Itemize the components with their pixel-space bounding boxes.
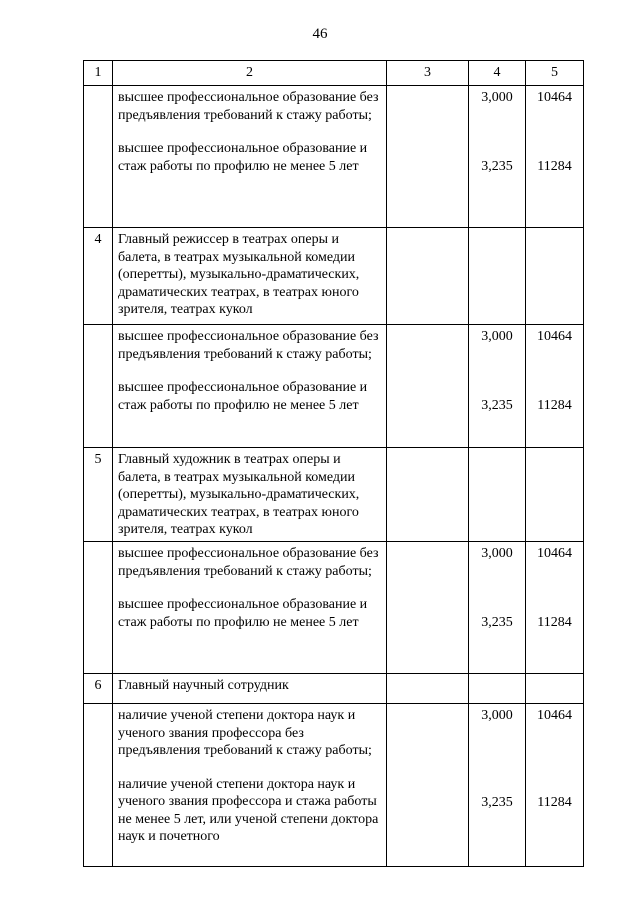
coefficient-value: 3,235 bbox=[481, 794, 513, 810]
empty-cell bbox=[387, 86, 469, 228]
empty-cell bbox=[526, 674, 584, 704]
qualification-text: высшее профессиональное образование и стаж работы по профилю не менее 5 лет bbox=[118, 380, 368, 413]
table-row bbox=[84, 325, 584, 448]
table-row bbox=[84, 228, 584, 325]
empty-cell bbox=[526, 228, 584, 325]
qualification-cell bbox=[113, 704, 387, 867]
salary-cell bbox=[526, 325, 584, 448]
qualification-text: наличие ученой степени доктора наук и ученого звания профессора без предъявления требований к стажу работы; bbox=[118, 708, 372, 758]
salary-cell bbox=[526, 704, 584, 867]
salary-value: 11284 bbox=[537, 158, 572, 174]
header-col-5: 5 bbox=[526, 61, 584, 86]
empty-cell bbox=[387, 448, 469, 542]
position-title-cell bbox=[113, 228, 387, 325]
qualification-text: высшее профессиональное образование без предъявления требований к стажу работы; bbox=[118, 546, 379, 579]
coefficient-cell bbox=[469, 704, 526, 867]
table-row bbox=[84, 448, 584, 542]
salary-value: 11284 bbox=[537, 794, 572, 810]
position-title: Главный художник в театрах оперы и балета, в театрах музыкальной комедии (оперетты), музыкально-драматических, драматических театрах, в театрах юного зрителя, театрах кукол bbox=[118, 452, 360, 537]
qualification-text: высшее профессиональное образование без предъявления требований к стажу работы; bbox=[118, 90, 379, 123]
coefficient-value: 3,235 bbox=[481, 158, 513, 174]
empty-cell bbox=[469, 674, 526, 704]
qualification-text: высшее профессиональное образование и стаж работы по профилю не менее 5 лет bbox=[118, 141, 368, 174]
coefficient-value: 3,235 bbox=[481, 614, 513, 630]
qualification-cell bbox=[113, 325, 387, 448]
empty-cell bbox=[387, 704, 469, 867]
coefficient-value: 3,000 bbox=[481, 546, 513, 561]
coefficient-cell bbox=[469, 86, 526, 228]
position-title-cell bbox=[113, 674, 387, 704]
salary-table bbox=[83, 60, 583, 867]
salary-value: 11284 bbox=[537, 397, 572, 413]
empty-cell bbox=[84, 325, 113, 448]
table-header-row bbox=[84, 61, 584, 86]
salary-value: 10464 bbox=[537, 329, 572, 344]
table-row bbox=[84, 542, 584, 674]
coefficient-value: 3,235 bbox=[481, 397, 513, 413]
header-col-2: 2 bbox=[113, 61, 387, 86]
empty-cell bbox=[387, 542, 469, 674]
empty-cell bbox=[387, 674, 469, 704]
row-number: 4 bbox=[84, 228, 113, 325]
position-title-cell bbox=[113, 448, 387, 542]
position-title: Главный режиссер в театрах оперы и балета, в театрах музыкальной комедии (оперетты), музыкально-драматических, драматических театрах, в театрах юного зрителя, театрах кукол bbox=[118, 232, 360, 317]
empty-cell bbox=[469, 448, 526, 542]
coefficient-value: 3,000 bbox=[481, 708, 513, 723]
header-col-1: 1 bbox=[84, 61, 113, 86]
position-title: Главный научный сотрудник bbox=[118, 678, 289, 693]
empty-cell bbox=[387, 325, 469, 448]
qualification-cell bbox=[113, 86, 387, 228]
row-number: 5 bbox=[84, 448, 113, 542]
row-number: 6 bbox=[84, 674, 113, 704]
salary-cell bbox=[526, 542, 584, 674]
header-col-3: 3 bbox=[387, 61, 469, 86]
salary-value: 10464 bbox=[537, 546, 572, 561]
table-row bbox=[84, 674, 584, 704]
salary-value: 11284 bbox=[537, 614, 572, 630]
empty-cell bbox=[469, 228, 526, 325]
coefficient-value: 3,000 bbox=[481, 90, 513, 105]
qualification-text: высшее профессиональное образование и стаж работы по профилю не менее 5 лет bbox=[118, 597, 368, 630]
empty-cell bbox=[84, 542, 113, 674]
coefficient-cell bbox=[469, 542, 526, 674]
empty-cell bbox=[526, 448, 584, 542]
page-number: 46 bbox=[312, 26, 328, 42]
empty-cell bbox=[387, 228, 469, 325]
table-row bbox=[84, 704, 584, 867]
qualification-text: наличие ученой степени доктора наук и ученого звания профессора и стажа работы не менее 5 лет, или ученой степени доктора наук и почетного bbox=[118, 776, 379, 844]
empty-cell bbox=[84, 704, 113, 867]
table-row bbox=[84, 86, 584, 228]
header-col-4: 4 bbox=[469, 61, 526, 86]
row-number bbox=[84, 86, 113, 228]
coefficient-value: 3,000 bbox=[481, 329, 513, 344]
qualification-text: высшее профессиональное образование без предъявления требований к стажу работы; bbox=[118, 329, 379, 362]
salary-cell bbox=[526, 86, 584, 228]
salary-value: 10464 bbox=[537, 90, 572, 105]
qualification-cell bbox=[113, 542, 387, 674]
coefficient-cell bbox=[469, 325, 526, 448]
salary-value: 10464 bbox=[537, 708, 572, 723]
